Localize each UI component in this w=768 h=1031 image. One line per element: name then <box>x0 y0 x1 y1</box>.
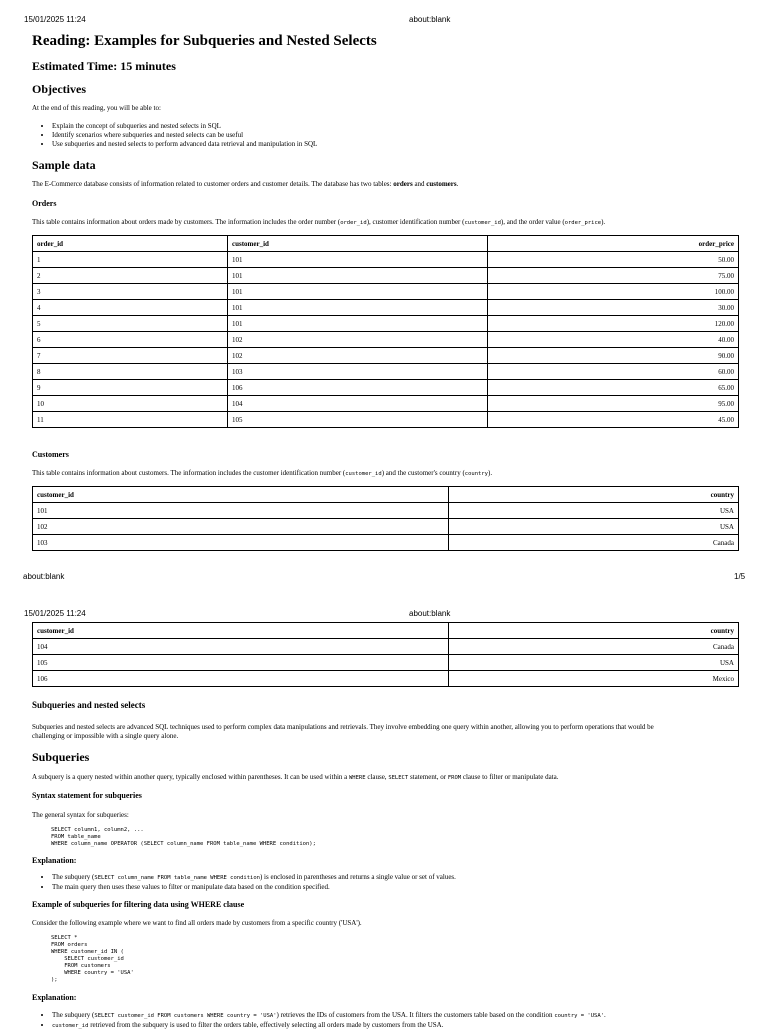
table-cell: Mexico <box>449 671 739 687</box>
orders-description: This table contains information about orders made by customers. The information includes the order number (order_id), customer identification number (customer_id), and the order value (order_price). <box>32 218 606 226</box>
table-row <box>33 364 739 380</box>
table-cell: 105 <box>33 655 449 671</box>
table-row <box>33 396 739 412</box>
syntax-intro: The general syntax for subqueries: <box>32 811 129 819</box>
column-header: order_price <box>488 236 739 252</box>
table-cell: 11 <box>33 412 228 428</box>
table-header-row <box>33 623 739 639</box>
table-cell: 105 <box>228 412 488 428</box>
table-cell: 5 <box>33 316 228 332</box>
sample-data-intro: The E-Commerce database consists of information related to customer orders and customer details. The database has two tables: orders and customers. <box>32 180 459 188</box>
orders-heading: Orders <box>32 199 57 208</box>
column-header: customer_id <box>33 623 449 639</box>
table-cell: 104 <box>228 396 488 412</box>
table-cell: 40.00 <box>488 332 739 348</box>
syntax-code-block: SELECT column1, column2, ... FROM table_name WHERE column_name OPERATOR (SELECT column_name FROM table_name WHERE condition); <box>51 827 316 847</box>
table-cell: 1 <box>33 252 228 268</box>
print-footer-page-number: 1/5 <box>734 572 746 581</box>
print-header-datetime: 15/01/2025 11:24 <box>24 15 86 24</box>
estimated-time: Estimated Time: 15 minutes <box>32 59 176 73</box>
table-cell: 50.00 <box>488 252 739 268</box>
column-header: customer_id <box>33 487 449 503</box>
table-cell: Canada <box>449 535 739 551</box>
example-heading: Example of subqueries for filtering data using WHERE clause <box>32 900 245 909</box>
column-header: country <box>449 623 739 639</box>
table-row <box>33 316 739 332</box>
table-cell: 103 <box>228 364 488 380</box>
explanation-item: • The subquery (SELECT column_name FROM table_name WHERE condition) is enclosed in parentheses and returns a single value or set of values. <box>52 873 456 883</box>
sample-data-heading: Sample data <box>32 158 96 172</box>
table-cell: 65.00 <box>488 380 739 396</box>
explanation-item: • customer_id retrieved from the subquery is used to filter the orders table, effectively selecting all orders made by customers from the USA. <box>52 1021 606 1031</box>
example-intro: Consider the following example where we want to find all orders made by customers from a specific country ('USA'). <box>32 919 362 927</box>
table-row <box>33 412 739 428</box>
explanation-item: • The main query then uses these values to filter or manipulate data based on the condition specified. <box>52 883 456 892</box>
customers-table <box>32 486 739 551</box>
objectives-intro: At the end of this reading, you will be able to: <box>32 104 161 112</box>
orders-table <box>32 235 739 428</box>
table-cell: 102 <box>33 519 449 535</box>
table-cell: 10 <box>33 396 228 412</box>
table-cell: 60.00 <box>488 364 739 380</box>
table-cell: 102 <box>228 348 488 364</box>
table-row <box>33 300 739 316</box>
print-header-datetime: 15/01/2025 11:24 <box>24 609 86 618</box>
customers-heading: Customers <box>32 450 69 459</box>
table-cell: 9 <box>33 380 228 396</box>
table-row <box>33 639 739 655</box>
objective-item: • Use subqueries and nested selects to perform advanced data retrieval and manipulation in SQL <box>52 140 317 149</box>
table-cell: USA <box>449 519 739 535</box>
table-row <box>33 252 739 268</box>
table-cell: 120.00 <box>488 316 739 332</box>
column-header: country <box>449 487 739 503</box>
table-row <box>33 380 739 396</box>
table-header-row <box>33 236 739 252</box>
syntax-explanation-list <box>32 873 456 892</box>
explanation-heading: Explanation: <box>32 993 77 1002</box>
table-cell: 4 <box>33 300 228 316</box>
column-header: customer_id <box>228 236 488 252</box>
subqueries-heading: Subqueries <box>32 750 90 764</box>
customers-description: This table contains information about customers. The information includes the customer identification number (customer_id) and the customer's country (country). <box>32 469 493 477</box>
objectives-list <box>32 122 317 149</box>
table-cell: 101 <box>228 300 488 316</box>
table-cell: 2 <box>33 268 228 284</box>
table-cell: 106 <box>228 380 488 396</box>
column-header: order_id <box>33 236 228 252</box>
page-title: Reading: Examples for Subqueries and Nested Selects <box>32 33 377 49</box>
table-row <box>33 268 739 284</box>
table-cell: 30.00 <box>488 300 739 316</box>
table-cell: 102 <box>228 332 488 348</box>
subqueries-nested-intro: Subqueries and nested selects are advanced SQL techniques used to perform complex data manipulations and retrievals. They involve embedding one query within another, allowing you to perform operations that would be challenging or impossible with a single query alone. <box>32 723 654 740</box>
table-row <box>33 519 739 535</box>
table-row <box>33 671 739 687</box>
table-cell: 106 <box>33 671 449 687</box>
explanation-heading: Explanation: <box>32 856 77 865</box>
table-cell: 7 <box>33 348 228 364</box>
table-cell: 101 <box>228 252 488 268</box>
table-cell: 75.00 <box>488 268 739 284</box>
objective-item: • Explain the concept of subqueries and nested selects in SQL <box>52 122 317 131</box>
table-header-row <box>33 487 739 503</box>
table-cell: 100.00 <box>488 284 739 300</box>
table-cell: 101 <box>228 268 488 284</box>
table-cell: Canada <box>449 639 739 655</box>
table-row <box>33 348 739 364</box>
objective-item: • Identify scenarios where subqueries and nested selects can be useful <box>52 131 317 140</box>
table-cell: 101 <box>228 284 488 300</box>
table-cell: 6 <box>33 332 228 348</box>
table-cell: 3 <box>33 284 228 300</box>
table-row <box>33 284 739 300</box>
table-row <box>33 535 739 551</box>
table-row <box>33 332 739 348</box>
customers-table-continued <box>32 622 739 687</box>
table-cell: USA <box>449 503 739 519</box>
example-explanation-list <box>32 1011 606 1031</box>
explanation-item: • The subquery (SELECT customer_id FROM customers WHERE country = 'USA') retrieves the IDs of customers from the USA. It filters the customers table based on the condition country = 'USA'. <box>52 1011 606 1021</box>
subqueries-nested-selects-heading: Subqueries and nested selects <box>32 700 146 710</box>
table-row <box>33 503 739 519</box>
table-row <box>33 655 739 671</box>
print-header-url: about:blank <box>409 609 451 618</box>
objectives-heading: Objectives <box>32 82 86 96</box>
table-cell: 101 <box>33 503 449 519</box>
table-cell: 104 <box>33 639 449 655</box>
print-header-url: about:blank <box>409 15 451 24</box>
syntax-heading: Syntax statement for subqueries <box>32 791 142 800</box>
table-cell: 45.00 <box>488 412 739 428</box>
subqueries-definition: A subquery is a query nested within another query, typically enclosed within parentheses. It can be used within a WHERE clause, SELECT statement, or FROM clause to filter or manipulate data. <box>32 773 559 781</box>
example-code-block: SELECT * FROM orders WHERE customer_id IN ( SELECT customer_id FROM customers WHERE country = 'USA' ); <box>51 935 134 983</box>
table-cell: 90.00 <box>488 348 739 364</box>
table-cell: USA <box>449 655 739 671</box>
table-cell: 8 <box>33 364 228 380</box>
table-cell: 101 <box>228 316 488 332</box>
table-cell: 95.00 <box>488 396 739 412</box>
table-cell: 103 <box>33 535 449 551</box>
print-footer-url: about:blank <box>23 572 65 581</box>
